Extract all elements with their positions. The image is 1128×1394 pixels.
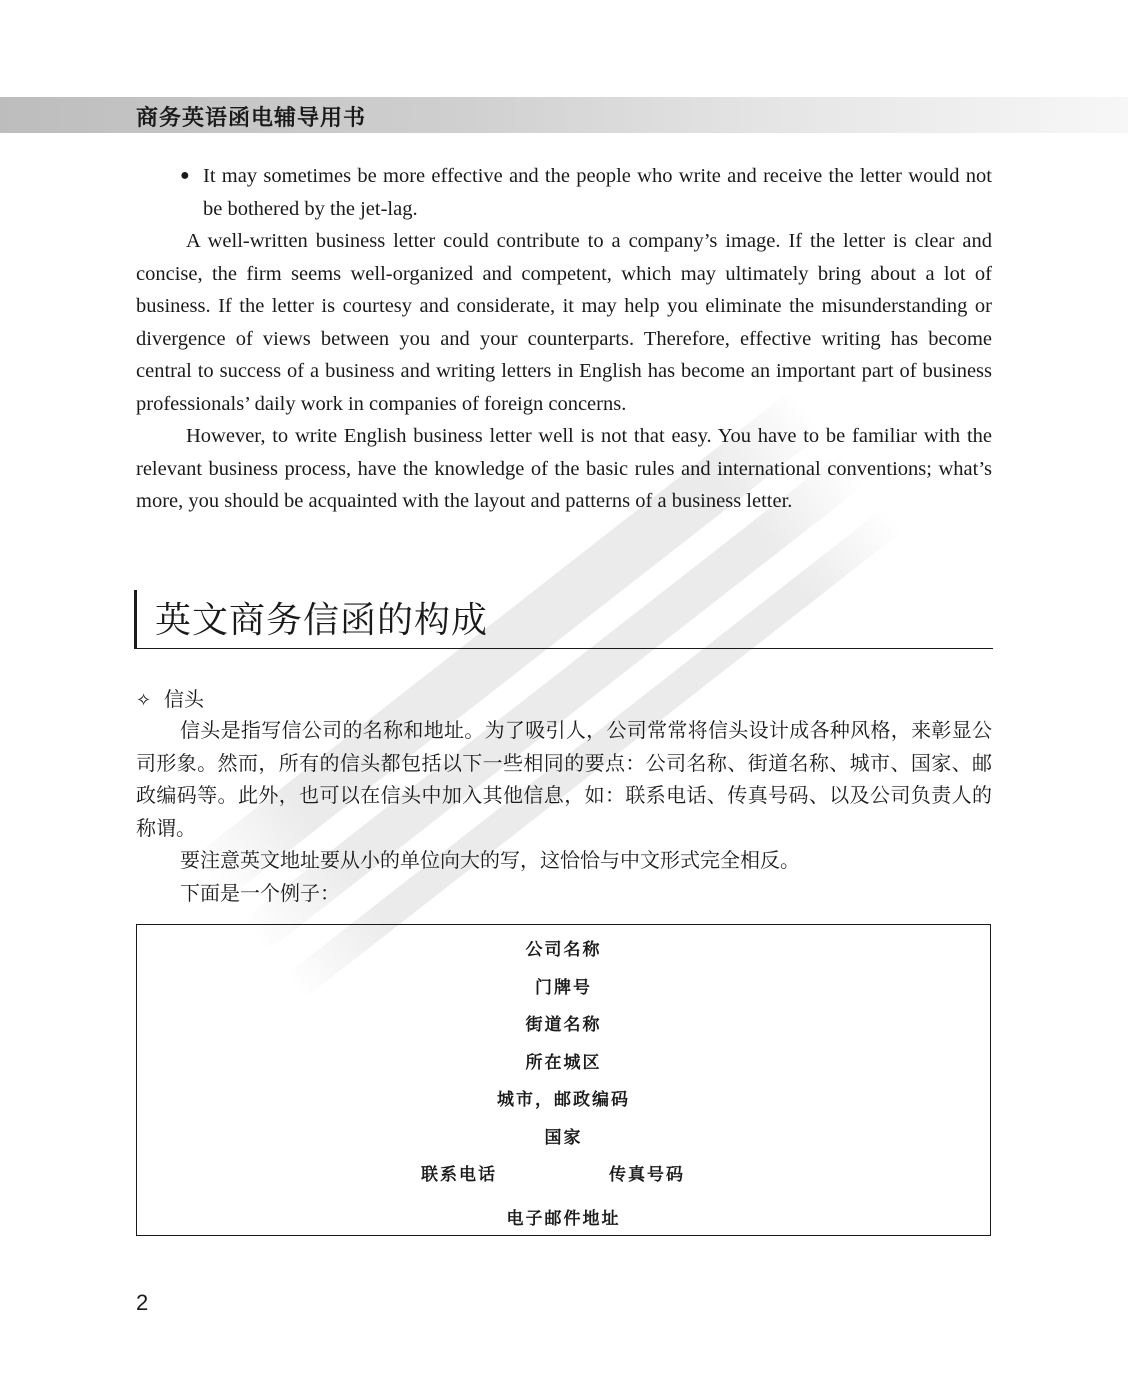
paragraph-cn-3: 下面是一个例子： [180, 880, 340, 905]
section-heading-text: 英文商务信函的构成 [155, 600, 489, 641]
bullet-item [136, 160, 992, 225]
letterhead-street-name: 街道名称 [525, 1015, 602, 1035]
letterhead-city-postcode: 城市，邮政编码 [497, 1090, 630, 1110]
bullet-text: It may sometimes be more effective and the people who write and receive the letter would not be bothered by the jet-lag. [203, 165, 992, 220]
letterhead-email: 电子邮件地址 [506, 1209, 621, 1229]
letterhead-example-box [136, 924, 991, 1236]
page-number: 2 [136, 1290, 149, 1315]
letterhead-country: 国家 [544, 1128, 583, 1148]
book-title: 商务英语函电辅导用书 [136, 106, 367, 131]
section-heading [134, 590, 993, 649]
subsection-heading [136, 683, 204, 712]
bullet-marker: ● [180, 167, 190, 184]
running-header [0, 97, 1128, 133]
letterhead-district: 所在城区 [525, 1053, 602, 1073]
english-body [136, 160, 992, 518]
letterhead-company-name: 公司名称 [525, 940, 602, 960]
paragraph-cn-1: 信头是指写信公司的名称和地址。为了吸引人，公司常常将信头设计成各种风格，来彰显公司形象。然而，所有的信头都包括以下一些相同的要点：公司名称、街道名称、城市、国家、邮政编码等。此外，也可以在信头中加入其他信息，如：联系电话、传真号码、以及公司负责人的称谓。 [136, 718, 992, 840]
letterhead-door-number: 门牌号 [535, 978, 592, 998]
chinese-body [136, 714, 992, 909]
paragraph-en-1: A well-written business letter could contribute to a company’s image. If the letter is clear and concise, the firm seems well-organized and competent, which may ultimately bring about a lot of business. If the letter is courtesy and considerate, it may help you eliminate the misunderstanding or divergence of views between you and your counterparts. Therefore, effective writing has become central to success of a business and writing letters in English has become an important part of business professionals’ daily work in companies of foreign concerns. [136, 230, 992, 415]
subsection-title: 信头 [164, 687, 204, 711]
letterhead-phone: 联系电话 [421, 1165, 497, 1185]
letterhead-fax: 传真号码 [609, 1165, 685, 1185]
paragraph-en-2: However, to write English business letter well is not that easy. You have to be familiar with the relevant business process, have the knowledge of the basic rules and international conventions; what’s more, you should be acquainted with the layout and patterns of a business letter. [136, 425, 992, 512]
diamond-star-icon: ✧ [136, 690, 152, 711]
paragraph-cn-2: 要注意英文地址要从小的单位向大的写，这恰恰与中文形式完全相反。 [180, 848, 800, 872]
